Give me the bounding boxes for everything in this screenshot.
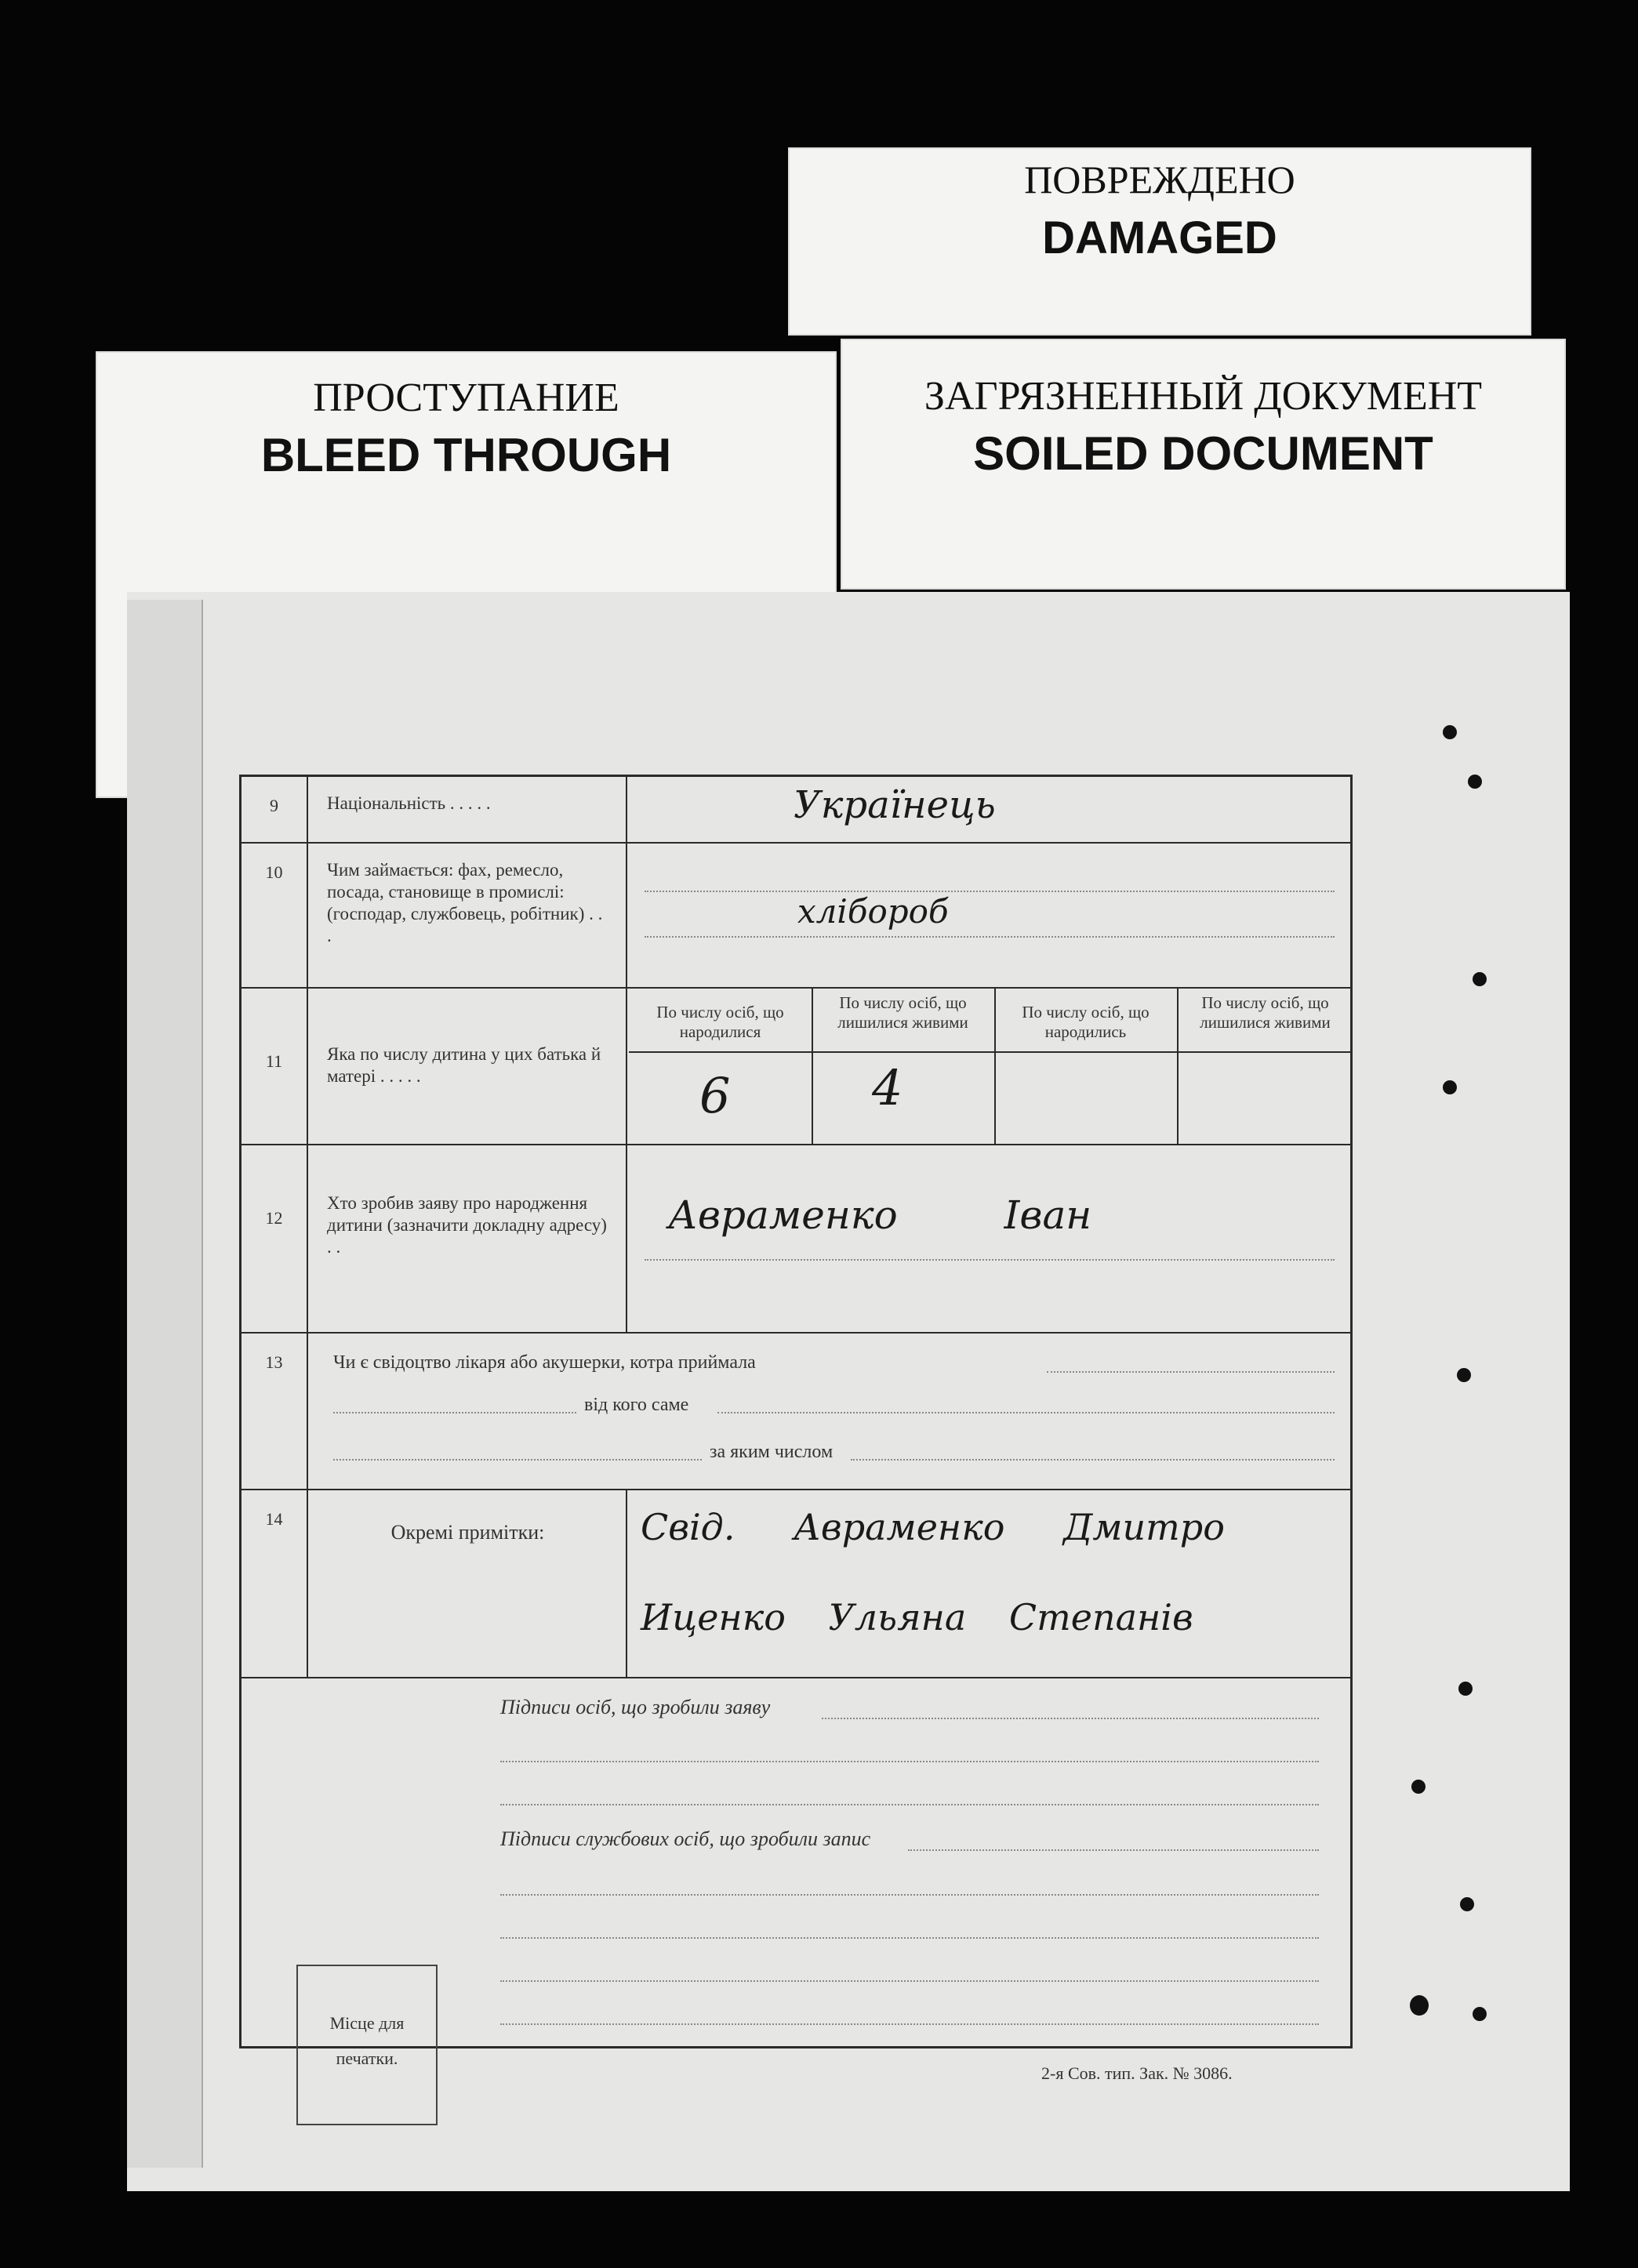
applicants-signatures-label: Підписи осіб, що зробили заяву bbox=[500, 1696, 771, 1718]
soiled-document-card bbox=[841, 339, 1566, 590]
punch-hole bbox=[1410, 1995, 1429, 2016]
row-label: Яка по числу дитина у цих батька й матері . . . . . bbox=[310, 989, 627, 1144]
dotted-line bbox=[645, 1259, 1335, 1261]
dotted-line bbox=[645, 891, 1335, 892]
bleed-en: BLEED THROUGH bbox=[260, 429, 672, 481]
punch-hole bbox=[1443, 1080, 1457, 1094]
dotted-line bbox=[500, 1937, 1319, 1939]
row-value-area bbox=[629, 989, 1350, 1144]
column-header: По числу осіб, що лишилися живими bbox=[1200, 993, 1331, 1032]
dotted-line bbox=[500, 1761, 1319, 1762]
row-label: Хто зробив заяву про народження дитини (зазначити докладну адресу) . . bbox=[310, 1145, 627, 1332]
dotted-line bbox=[500, 1894, 1319, 1896]
damaged-card bbox=[788, 147, 1531, 336]
row-label: Чим займається: фах, ремесло, посада, становище в промислі: (господар, службовець, робітник) . . . bbox=[310, 844, 627, 987]
damaged-ru: ПОВРЕЖДЕНО bbox=[1024, 158, 1295, 201]
row-number: 11 bbox=[242, 989, 308, 1144]
punch-hole bbox=[1458, 1682, 1473, 1696]
row-value-area bbox=[629, 844, 1350, 987]
sheet-edge bbox=[127, 600, 203, 2168]
punch-hole bbox=[1443, 725, 1457, 739]
signatures-area bbox=[242, 1678, 1350, 2068]
dotted-line bbox=[333, 1459, 702, 1461]
dotted-line bbox=[1047, 1371, 1335, 1373]
row-label: Окремі примітки: bbox=[310, 1490, 627, 1677]
row-value-area bbox=[629, 777, 1350, 842]
punch-hole bbox=[1473, 2007, 1487, 2021]
column-header: По числу осіб, що лишилися живими bbox=[837, 993, 968, 1032]
column-header: По числу осіб, що народились bbox=[1022, 1003, 1150, 1041]
certificate-question: Чи є свідоцтво лікаря або акушерки, котра приймала bbox=[333, 1352, 756, 1373]
damaged-en: DAMAGED bbox=[1042, 212, 1277, 263]
row-informant bbox=[242, 1145, 1350, 1334]
dotted-line bbox=[500, 1980, 1319, 1982]
bleed-ru: ПРОСТУПАНИЕ bbox=[313, 376, 619, 420]
row-number: 10 bbox=[242, 844, 308, 987]
row-number: 12 bbox=[242, 1145, 308, 1332]
row-number: 13 bbox=[242, 1334, 308, 1489]
punch-hole bbox=[1460, 1897, 1474, 1911]
punch-hole bbox=[1473, 972, 1487, 986]
dotted-line bbox=[822, 1718, 1319, 1719]
handwritten-occupation: хлібороб bbox=[797, 892, 949, 931]
column-header: По числу осіб, що народилися bbox=[656, 1003, 784, 1041]
row-content bbox=[310, 1334, 1350, 1489]
handwritten-witness-2: Иценко Ульяна Степанів bbox=[641, 1596, 1193, 1638]
dotted-line bbox=[717, 1412, 1335, 1413]
dotted-line bbox=[645, 936, 1335, 938]
row-notes bbox=[242, 1490, 1350, 1678]
punch-hole bbox=[1468, 775, 1482, 789]
handwritten-born-count: 6 bbox=[699, 1067, 731, 1124]
row-number: 14 bbox=[242, 1490, 308, 1677]
handwritten-living-count: 4 bbox=[872, 1059, 903, 1116]
dotted-line bbox=[333, 1412, 576, 1413]
row-nationality bbox=[242, 777, 1350, 844]
dotted-line bbox=[908, 1849, 1319, 1851]
row-child-order bbox=[242, 989, 1350, 1145]
soiled-ru: ЗАГРЯЗНЕННЫЙ ДОКУМЕНТ bbox=[924, 374, 1483, 419]
birth-record-form bbox=[239, 775, 1353, 2068]
row-label: Національність . . . . . bbox=[310, 777, 627, 842]
dotted-line bbox=[500, 1804, 1319, 1805]
dotted-line bbox=[851, 1459, 1335, 1461]
officials-signatures-label: Підписи службових осіб, що зробили запис bbox=[500, 1827, 871, 1850]
handwritten-informant: Авраменко Іван bbox=[668, 1192, 1092, 1238]
header-divider bbox=[629, 1051, 1350, 1053]
row-value-area bbox=[629, 1145, 1350, 1332]
row-value-area bbox=[629, 1490, 1350, 1677]
handwritten-nationality: Українець bbox=[794, 783, 996, 827]
punch-hole bbox=[1411, 1780, 1426, 1794]
dotted-line bbox=[500, 2023, 1319, 2025]
row-occupation bbox=[242, 844, 1350, 989]
date-label: за яким числом bbox=[710, 1442, 834, 1462]
punch-hole bbox=[1457, 1368, 1471, 1382]
printer-imprint: 2-я Сов. тип. Зак. № 3086. bbox=[1041, 2063, 1233, 2083]
stamp-place: Місце для печатки. bbox=[296, 1965, 438, 2125]
from-whom-label: від кого саме bbox=[584, 1395, 689, 1415]
row-medical-certificate bbox=[242, 1334, 1350, 1490]
soiled-en: SOILED DOCUMENT bbox=[973, 427, 1433, 480]
handwritten-witness-1: Свід. Авраменко Дмитро bbox=[641, 1506, 1225, 1548]
row-number: 9 bbox=[242, 777, 308, 842]
